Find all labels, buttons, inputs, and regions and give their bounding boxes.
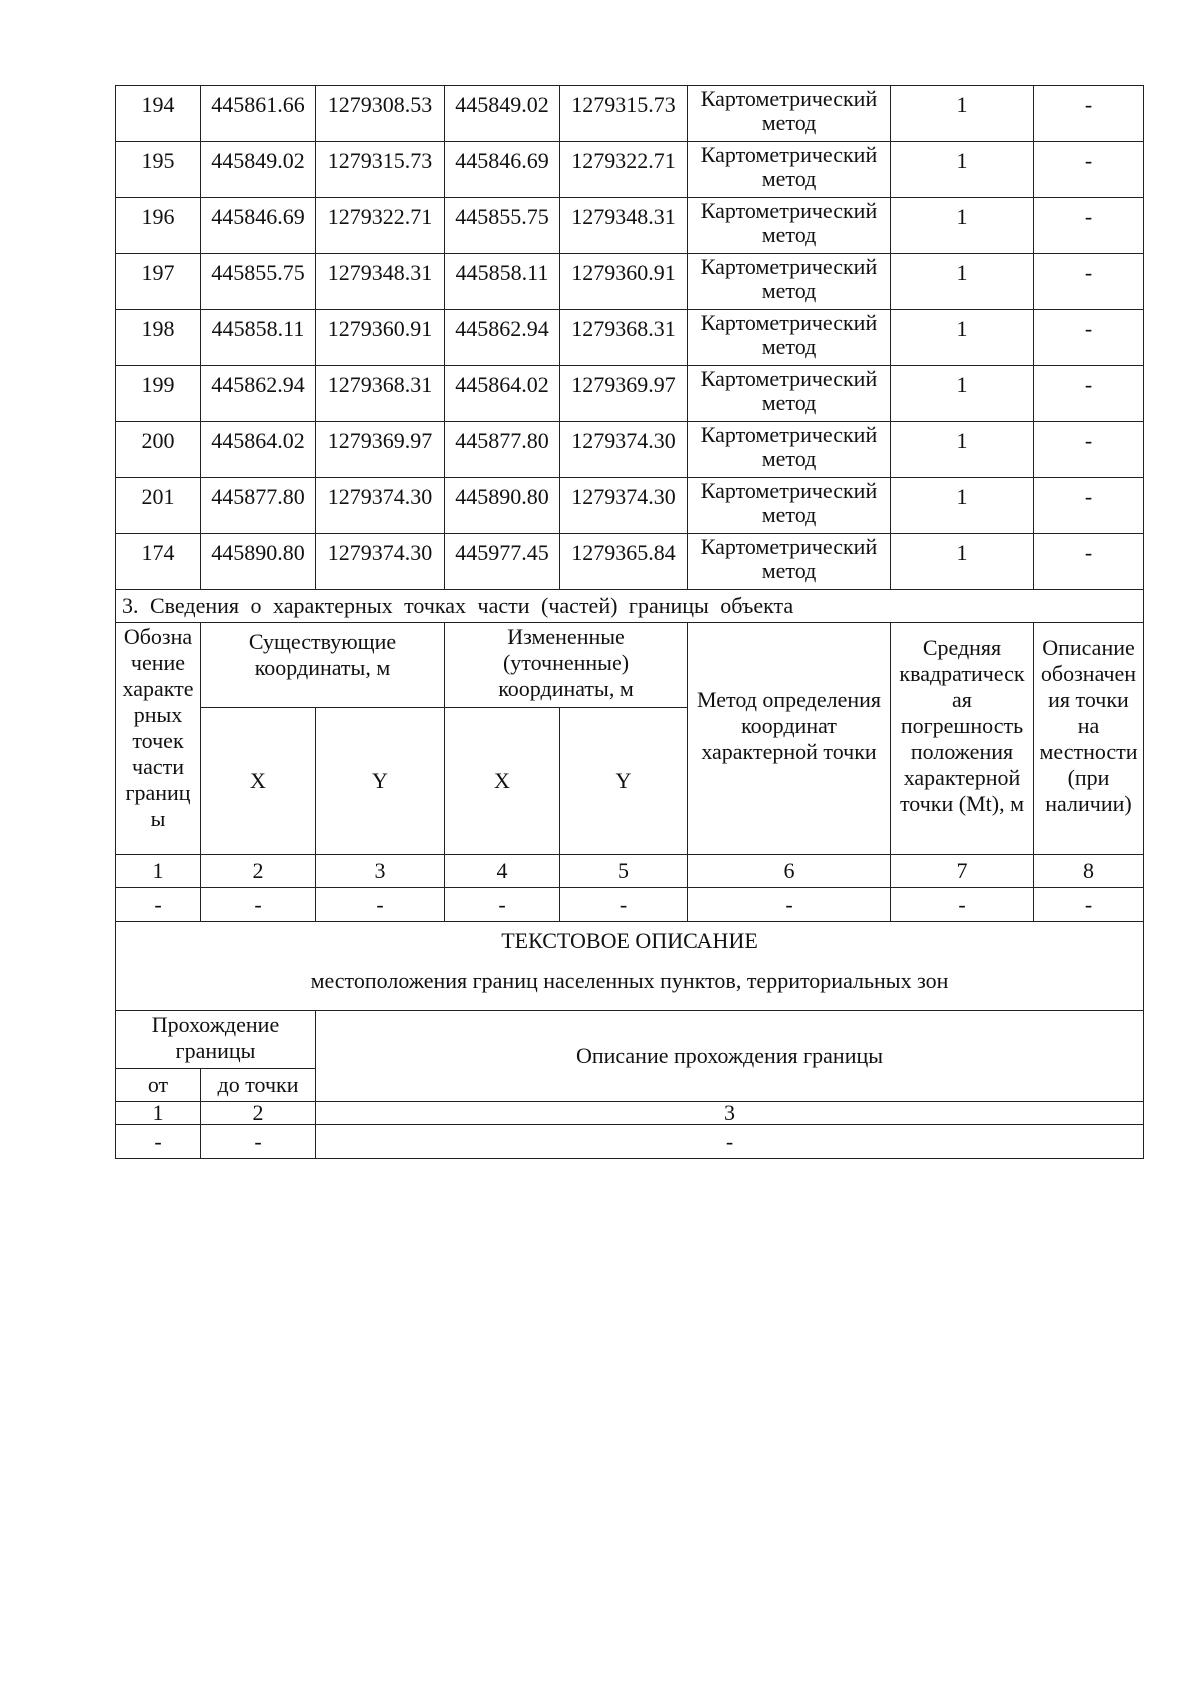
mt-value: 1 [891, 534, 1034, 590]
mt-value: 1 [891, 366, 1034, 422]
point-number: 196 [116, 198, 201, 254]
point-description: - [1034, 142, 1144, 198]
method: Картометрический метод [688, 478, 891, 534]
y-end: 1279368.31 [560, 310, 688, 366]
point-number: 174 [116, 534, 201, 590]
y-end: 1279365.84 [560, 534, 688, 590]
header-x-changed: X [445, 708, 560, 855]
y-end: 1279348.31 [560, 198, 688, 254]
empty-cell: - [688, 888, 891, 922]
point-description: - [1034, 366, 1144, 422]
y-end: 1279369.97 [560, 366, 688, 422]
x-start: 445861.66 [201, 86, 316, 142]
y-start: 1279360.91 [316, 310, 445, 366]
header-x-existing: X [201, 708, 316, 855]
header-description: Описание обозначен ия точки на местности (при наличии) [1034, 623, 1144, 855]
text-description-title-cell [116, 922, 1144, 1011]
x-end: 445977.45 [445, 534, 560, 590]
y-start: 1279308.53 [316, 86, 445, 142]
method: Картометрический метод [688, 198, 891, 254]
header-from: от [116, 1069, 201, 1102]
x-start: 445858.11 [201, 310, 316, 366]
passage-header-row-1 [116, 1011, 1144, 1069]
header-passage-description: Описание прохождения границы [316, 1011, 1144, 1102]
empty-cell: - [445, 888, 560, 922]
passage-empty-row [116, 1125, 1144, 1159]
column-number: 8 [1034, 855, 1144, 888]
empty-cell: - [316, 1125, 1144, 1159]
y-start: 1279315.73 [316, 142, 445, 198]
section-3-header-row-1 [116, 623, 1144, 708]
x-start: 445862.94 [201, 366, 316, 422]
point-description: - [1034, 254, 1144, 310]
header-mt: Средняя квадратическ ая погрешность положения характерной точки (Mt), м [891, 623, 1034, 855]
column-number: 3 [316, 855, 445, 888]
empty-cell: - [201, 1125, 316, 1159]
x-end: 445864.02 [445, 366, 560, 422]
empty-cell: - [201, 888, 316, 922]
mt-value: 1 [891, 198, 1034, 254]
mt-value: 1 [891, 422, 1034, 478]
header-designation: Обозна чение характе рных точек части границ ы [116, 623, 201, 855]
mt-value: 1 [891, 142, 1034, 198]
coordinate-row [116, 142, 1144, 198]
mt-value: 1 [891, 478, 1034, 534]
x-end: 445849.02 [445, 86, 560, 142]
empty-cell: - [1034, 888, 1144, 922]
header-method: Метод определения координат характерной точки [688, 623, 891, 855]
empty-cell: - [116, 888, 201, 922]
column-number: 4 [445, 855, 560, 888]
document-page [115, 85, 1143, 1159]
empty-cell: - [891, 888, 1034, 922]
column-number: 1 [116, 855, 201, 888]
text-description-subtitle: местоположения границ населенных пунктов, территориальных зон [310, 968, 949, 993]
point-number: 200 [116, 422, 201, 478]
column-number: 2 [201, 1102, 316, 1125]
empty-cell: - [316, 888, 445, 922]
x-end: 445862.94 [445, 310, 560, 366]
x-start: 445890.80 [201, 534, 316, 590]
point-description: - [1034, 198, 1144, 254]
x-end: 445858.11 [445, 254, 560, 310]
header-y-changed: Y [560, 708, 688, 855]
method: Картометрический метод [688, 254, 891, 310]
coordinate-row [116, 310, 1144, 366]
column-number: 6 [688, 855, 891, 888]
mt-value: 1 [891, 254, 1034, 310]
header-existing-coordinates: Существующие координаты, м [201, 623, 445, 708]
header-passage: Прохождение границы [116, 1011, 316, 1069]
y-start: 1279374.30 [316, 478, 445, 534]
point-number: 194 [116, 86, 201, 142]
method: Картометрический метод [688, 86, 891, 142]
y-end: 1279360.91 [560, 254, 688, 310]
method: Картометрический метод [688, 366, 891, 422]
point-description: - [1034, 534, 1144, 590]
text-description-title-row [116, 922, 1144, 1011]
point-number: 197 [116, 254, 201, 310]
mt-value: 1 [891, 310, 1034, 366]
coordinate-row [116, 86, 1144, 142]
y-start: 1279348.31 [316, 254, 445, 310]
header-changed-coordinates: Измененные (уточненные) координаты, м [445, 623, 688, 708]
column-number: 7 [891, 855, 1034, 888]
method: Картометрический метод [688, 422, 891, 478]
empty-cell: - [116, 1125, 201, 1159]
point-number: 201 [116, 478, 201, 534]
y-start: 1279374.30 [316, 534, 445, 590]
text-description-title: ТЕКСТОВОЕ ОПИСАНИЕ [501, 928, 758, 953]
column-number-row [116, 855, 1144, 888]
header-y-existing: Y [316, 708, 445, 855]
point-number: 198 [116, 310, 201, 366]
point-description: - [1034, 478, 1144, 534]
y-end: 1279322.71 [560, 142, 688, 198]
column-number: 1 [116, 1102, 201, 1125]
mt-value: 1 [891, 86, 1034, 142]
x-end: 445846.69 [445, 142, 560, 198]
coordinate-row [116, 254, 1144, 310]
coordinate-row [116, 478, 1144, 534]
coordinate-row [116, 366, 1144, 422]
method: Картометрический метод [688, 310, 891, 366]
passage-number-row [116, 1102, 1144, 1125]
y-end: 1279374.30 [560, 478, 688, 534]
coordinate-row [116, 422, 1144, 478]
x-start: 445846.69 [201, 198, 316, 254]
empty-cell: - [560, 888, 688, 922]
method: Картометрический метод [688, 142, 891, 198]
y-start: 1279369.97 [316, 422, 445, 478]
section-3-title-row [116, 590, 1144, 623]
y-start: 1279368.31 [316, 366, 445, 422]
y-start: 1279322.71 [316, 198, 445, 254]
point-description: - [1034, 310, 1144, 366]
header-to-point: до точки [201, 1069, 316, 1102]
section-3-title: 3. Сведения о характерных точках части (частей) границы объекта [116, 590, 1144, 623]
point-number: 195 [116, 142, 201, 198]
x-end: 445855.75 [445, 198, 560, 254]
column-number: 2 [201, 855, 316, 888]
x-start: 445864.02 [201, 422, 316, 478]
point-description: - [1034, 422, 1144, 478]
point-number: 199 [116, 366, 201, 422]
column-number: 5 [560, 855, 688, 888]
x-start: 445855.75 [201, 254, 316, 310]
point-description: - [1034, 86, 1144, 142]
y-end: 1279315.73 [560, 86, 688, 142]
method: Картометрический метод [688, 534, 891, 590]
coordinate-rows [116, 86, 1144, 590]
column-number: 3 [316, 1102, 1144, 1125]
y-end: 1279374.30 [560, 422, 688, 478]
x-start: 445877.80 [201, 478, 316, 534]
section-3-empty-row [116, 888, 1144, 922]
x-end: 445890.80 [445, 478, 560, 534]
x-start: 445849.02 [201, 142, 316, 198]
coordinate-row [116, 534, 1144, 590]
coordinate-row [116, 198, 1144, 254]
x-end: 445877.80 [445, 422, 560, 478]
boundary-table [115, 85, 1144, 1159]
